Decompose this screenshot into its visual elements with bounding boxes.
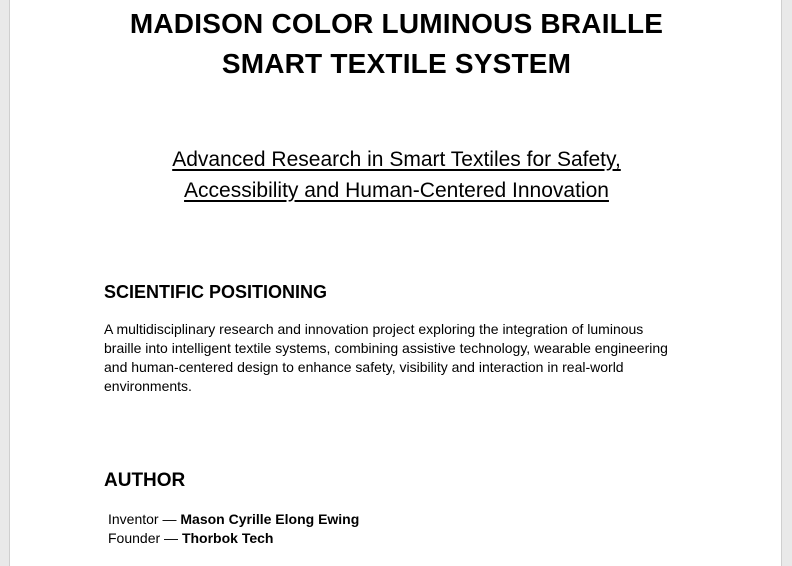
credit-inventor [108, 510, 359, 529]
document-page [9, 0, 782, 566]
paragraph-line: braille into intelligent textile systems, combining assistive technology, wearable engineering [104, 340, 668, 356]
paragraph-line: and human-centered design to enhance safety, visibility and interaction in real-world [104, 359, 624, 375]
credit-founder [108, 529, 273, 548]
scientific-positioning-paragraph [104, 320, 704, 396]
document-subtitle [10, 144, 783, 206]
paragraph-line: A multidisciplinary research and innovation project exploring the integration of luminous [104, 321, 644, 337]
title-line-2: SMART TEXTILE SYSTEM [221, 48, 572, 79]
document-title [10, 4, 783, 84]
credit-name: Mason Cyrille Elong Ewing [180, 511, 360, 527]
section-heading-author: AUTHOR [104, 470, 186, 491]
section-heading-scientific-positioning: SCIENTIFIC POSITIONING [104, 282, 328, 302]
credit-role: Founder — [108, 530, 179, 546]
paragraph-line: environments. [104, 378, 192, 394]
credit-name: Thorbok Tech [181, 530, 274, 546]
title-line-1: MADISON COLOR LUMINOUS BRAILLE [129, 8, 664, 39]
subtitle-line-2: Accessibility and Human-Centered Innovation [184, 179, 609, 202]
credit-role: Inventor — [108, 511, 177, 527]
subtitle-line-1: Advanced Research in Smart Textiles for Safety, [172, 148, 621, 171]
